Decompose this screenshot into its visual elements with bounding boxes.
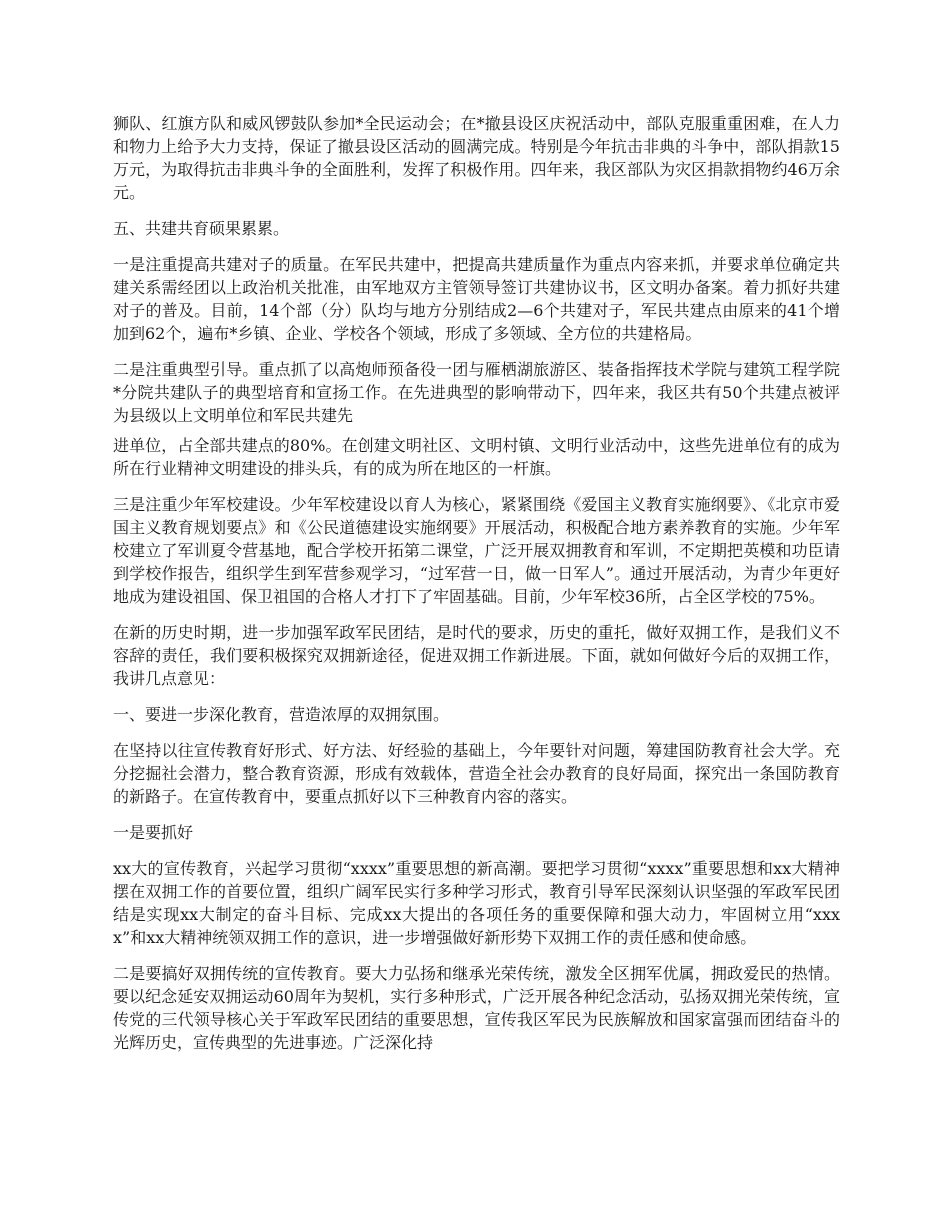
paragraph-congress-education: xx大的宣传教育，兴起学习贯彻“xxxx”重要思想的新高潮。要把学习贯彻“xxxx”重要思想和xx大精神摆在双拥工作的首要位置，组织广阔军民实行多种学习形式，教育引导军民深刻认识坚强的军政军民团结是实现xx大制定的奋斗目标、完成xx大提出的各项任务的重要保障和强大动力，牢固树立用“xxxx”和xx大精神统领双拥工作的意识，进一步增强做好新形势下双拥工作的责任感和使命感。 bbox=[113, 859, 840, 947]
paragraph-defense-education: 在坚持以往宣传教育好形式、好方法、好经验的基础上，今年要针对问题，筹建国防教育社会大学。充分挖掘社会潜力，整合教育资源，形成有效载体，营造全社会办教育的良好局面，探究出一条国防教育的新路子。在宣传教育中，要重点抓好以下三种教育内容的落实。 bbox=[113, 741, 840, 806]
paragraph-pair-quality: 一是注重提高共建对子的质量。在军民共建中，把提高共建质量作为重点内容来抓，并要求单位确定共建关系需经团以上政治机关批准，由军地双方主管领导签订共建协议书，区文明办备案。着力抓好共建对子的普及。目前，14个部（分）队均与地方分别结成2—6个共建对子，军民共建点由原来的41个增加到62个，遍布*乡镇、企业、学校各个领域，形成了多领域、全方位的共建格局。 bbox=[113, 255, 840, 343]
paragraph-tradition-education: 二是要搞好双拥传统的宣传教育。要大力弘扬和继承光荣传统，激发全区拥军优属，拥政爱民的热情。要以纪念延安双拥运动60周年为契机，实行多种形式，广泛开展各种纪念活动，弘扬双拥光荣传统，宣传党的三代领导核心关于军政军民团结的重要思想，宣传我区军民为民族解放和国家富强而团结奋斗的光辉历史，宣传典型的先进事迹。广泛深化持 bbox=[113, 964, 840, 1052]
paragraph-new-era: 在新的历史时期，进一步加强军政军民团结，是时代的要求，历史的重托，做好双拥工作，是我们义不容辞的责任，我们要积极探究双拥新途径，促进双拥工作新进展。下面，就如何做好今后的双拥工作，我讲几点意见： bbox=[113, 623, 840, 688]
heading-section-five: 五、共建共育硕果累累。 bbox=[113, 219, 290, 238]
paragraph-first-point: 一是要抓好 bbox=[113, 823, 194, 842]
paragraph-youth-military-school: 三是注重少年军校建设。少年军校建设以育人为核心，紧紧围绕《爱国主义教育实施纲要》、《北京市爱国主义教育规划要点》和《公民道德建设实施纲要》开展活动，积极配合地方素养教育的实施。少年军校建立了军训夏令营基地，配合学校开拓第二课堂，广泛开展双拥教育和军训，不定期把英模和功臣请到学校作报告，组织学生到军营参观学习，“过军营一日，做一日军人”。通过开展活动，为青少年更好地成为建设祖国、保卫祖国的合格人才打下了牢固基础。目前，少年军校36所，占全区学校的75%。 bbox=[113, 495, 840, 606]
paragraph-support-activities: 狮队、红旗方队和威风锣鼓队参加*全民运动会；在*撤县设区庆祝活动中，部队克服重重困难，在人力和物力上给予大力支持，保证了撤县设区活动的圆满完成。特别是今年抗击非典的斗争中，部队捐款15万元，为取得抗击非典斗争的全面胜利，发挥了积极作用。四年来，我区部队为灾区捐款捐物约46万余元。 bbox=[113, 114, 840, 202]
heading-deepen-education: 一、要进一步深化教育，营造浓厚的双拥氛围。 bbox=[113, 705, 450, 724]
paragraph-typical-guidance: 二是注重典型引导。重点抓了以高炮师预备役一团与雁栖湖旅游区、装备指挥技术学院与建筑工程学院*分院共建队子的典型培育和宣扬工作。在先进典型的影响带动下，四年来，我区共有50个共建点被评为县级以上文明单位和军民共建先 bbox=[113, 360, 840, 425]
document-page bbox=[113, 112, 840, 1067]
paragraph-advanced-units: 进单位，占全部共建点的80%。在创建文明社区、文明村镇、文明行业活动中，这些先进单位有的成为所在行业精神文明建设的排头兵，有的成为所在地区的一杆旗。 bbox=[113, 436, 840, 478]
